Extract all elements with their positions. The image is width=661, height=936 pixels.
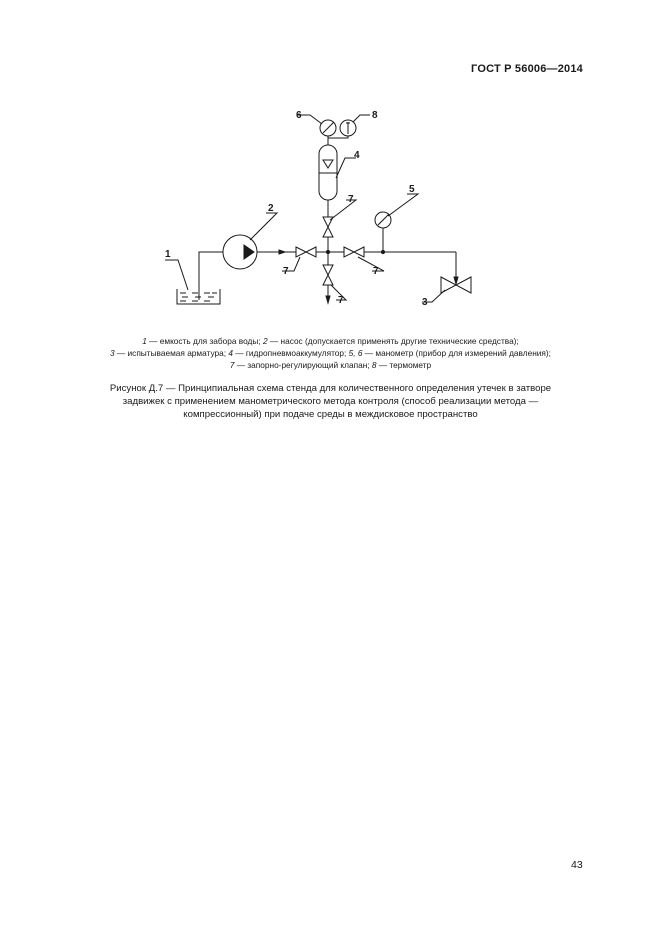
tested-valve: [441, 277, 471, 293]
test-stand-diagram: [0, 0, 661, 330]
figure-caption: Рисунок Д.7 — Принципиальная схема стенда для количественного определения утечек в затворе задвижек с применением манометрического метода контроля (способ реализации метода — компрессионный) при подаче среды в междисковое пространство: [109, 383, 552, 420]
label-7-right: 7: [373, 266, 379, 277]
document-header: ГОСТ Р 56006—2014: [471, 63, 583, 75]
label-4: 4: [354, 150, 360, 161]
label-7-upper: 7: [348, 194, 354, 205]
label-2: 2: [268, 203, 274, 214]
label-8: 8: [372, 110, 378, 121]
suction-pipe: [199, 252, 223, 300]
valve-right: [344, 247, 364, 257]
accumulator: [319, 145, 337, 200]
label-7-left: 7: [283, 266, 289, 277]
valve-left: [296, 247, 316, 257]
valve-lower: [323, 265, 333, 285]
label-6: 6: [296, 110, 302, 121]
label-3: 3: [422, 297, 428, 308]
label-5: 5: [409, 184, 415, 195]
figure-legend: 1 — емкость для забора воды; 2 — насос (допускается применять другие технические средства); 3 — испытываемая арматура; 4 — гидропневмоаккумулятор; 5, 6 — манометр (прибор для измерений давления); 7 — запорно-регулирующий клапан; 8 — термометр: [110, 336, 551, 370]
label-1: 1: [165, 249, 171, 260]
pump-symbol: [223, 235, 257, 269]
label-7-lower: 7: [338, 295, 344, 306]
page-number: 43: [571, 859, 583, 871]
valve-upper: [323, 217, 333, 237]
